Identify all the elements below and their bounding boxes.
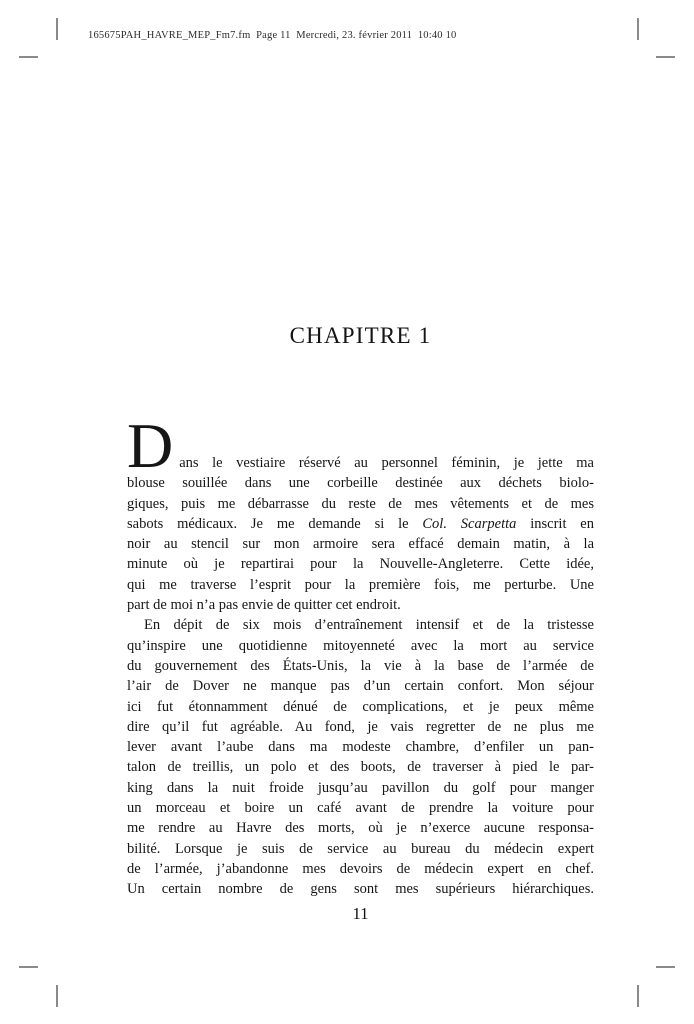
text-line: En dépit de six mois d’entraînement intensif et de la tristesse: [144, 617, 594, 634]
crop-mark-top-left-vertical: [56, 18, 58, 40]
crop-mark-top-left-horizontal: [19, 56, 38, 58]
text-line: qu’inspire une quotidienne mitoyenneté avec la mort au service: [127, 637, 594, 654]
text-line: noir au stencil sur mon armoire sera effacé demain matin, à la: [127, 536, 594, 553]
text-line: qui me traverse l’esprit pour la première fois, me perturbe. Une: [127, 576, 594, 593]
crop-mark-bottom-right-horizontal: [656, 966, 675, 968]
text-line: king dans la nuit froide jusqu’au pavillon du golf pour manger: [127, 779, 594, 796]
text-line: du gouvernement des États-Unis, la vie à la base de l’armée de: [127, 657, 594, 674]
raised-initial-cap: D: [127, 410, 174, 481]
text-line: giques, puis me débarrasse du reste de mes vêtements et de mes: [127, 495, 594, 512]
body-text: [127, 410, 594, 900]
print-job-header: 165675PAH_HAVRE_MEP_Fm7.fm Page 11 Mercredi, 23. février 2011 10:40 10: [88, 30, 457, 41]
text-line: de l’armée, j’abandonne mes devoirs de médecin expert en chef.: [127, 860, 594, 877]
page-number: 11: [352, 904, 369, 923]
chapter-title: CHAPITRE 1: [289, 323, 432, 348]
crop-mark-bottom-right-vertical: [637, 985, 639, 1007]
text-line: lever avant l’aube dans ma modeste chambre, d’enfiler un pan-: [127, 739, 594, 756]
text-line: un morceau et boire un café avant de prendre la voiture pour: [127, 800, 594, 817]
text-line: me rendre au Havre des morts, où je n’exerce aucune responsa-: [127, 820, 594, 837]
text-line: bilité. Lorsque je suis de service au bureau du médecin expert: [127, 840, 594, 857]
text-line: blouse souillée dans une corbeille destinée aux déchets biolo-: [127, 475, 594, 492]
text-line: Dans le vestiaire réservé au personnel féminin, je jette ma: [127, 410, 594, 481]
crop-mark-top-right-vertical: [637, 18, 639, 40]
text-line: minute où je repartirai pour la Nouvelle-Angleterre. Cette idée,: [127, 556, 594, 573]
crop-mark-bottom-left-vertical: [56, 985, 58, 1007]
text-line: dire qu’il fut agréable. Au fond, je vais regretter de ne plus me: [127, 718, 594, 735]
crop-mark-top-right-horizontal: [656, 56, 675, 58]
text-line: sabots médicaux. Je me demande si le Col. Scarpetta inscrit en: [127, 515, 594, 532]
italic-text: Col. Scarpetta: [422, 515, 517, 532]
text-line: ici fut étonnamment dénué de complications, et je peux même: [127, 698, 594, 715]
text-line: talon de treillis, un polo et des boots, de traverser à pied le par-: [127, 759, 594, 776]
crop-mark-bottom-left-horizontal: [19, 966, 38, 968]
text-line: part de moi n’a pas envie de quitter cet endroit.: [127, 597, 401, 614]
text-line: Un certain nombre de gens sont mes supérieurs hiérarchiques.: [127, 881, 594, 898]
text-line: l’air de Dover ne manque pas d’un certain confort. Mon séjour: [127, 678, 594, 695]
